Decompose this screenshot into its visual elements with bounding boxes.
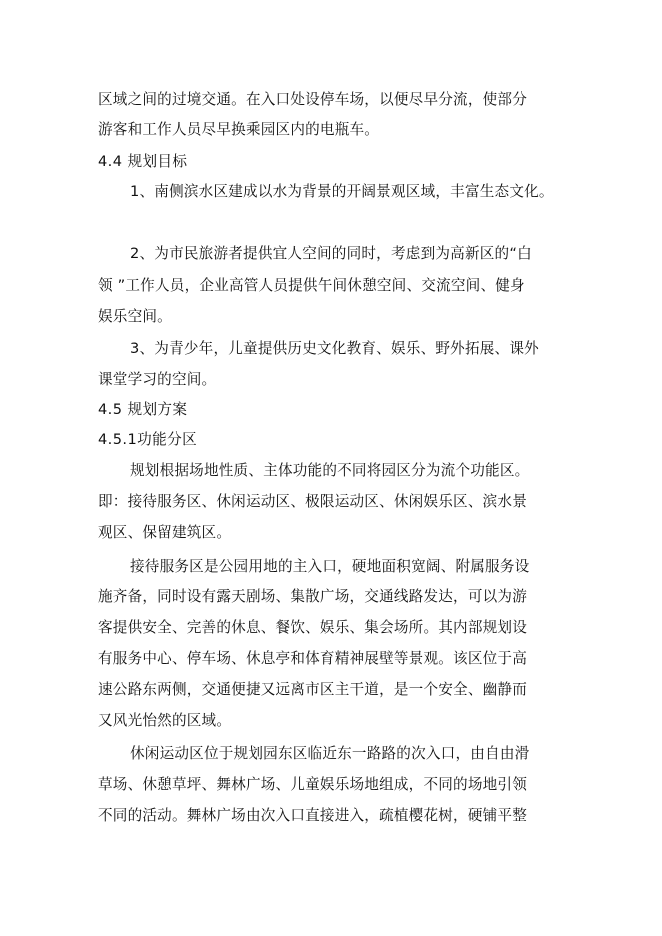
paragraph-line: 休闲运动区位于规划园东区临近东一路路的次入口，由自由滑 bbox=[130, 745, 530, 762]
paragraph-line: 区域之间的过境交通。在入口处设停车场，以便尽早分流，使部分 bbox=[98, 91, 528, 108]
paragraph-line: 即：接待服务区、休闲运动区、极限运动区、休闲娱乐区、滨水景 bbox=[98, 493, 528, 510]
paragraph-line: 1、南侧滨水区建成以水为背景的开阔景观区域，丰富生态文化。 bbox=[130, 183, 554, 200]
paragraph-line: 课堂学习的空间。 bbox=[98, 371, 217, 388]
paragraph-line: 又风光怡然的区域。 bbox=[98, 712, 232, 729]
paragraph-line: 领 ”工作人员，企业高管人员提供午间休憩空间、交流空间、健身 bbox=[98, 277, 525, 294]
paragraph-line: 速公路东两侧，交通便捷又远离市区主干道，是一个安全、幽静而 bbox=[98, 681, 528, 698]
paragraph-line: 有服务中心、停车场、休息亭和体育精神展壁等景观。该区位于高 bbox=[98, 650, 528, 667]
paragraph-line: 观区、保留建筑区。 bbox=[98, 524, 232, 541]
section-heading-4-5: 4.5 规划方案 bbox=[98, 401, 188, 418]
paragraph-line: 3、为青少年，儿童提供历史文化教育、娱乐、野外拓展、课外 bbox=[130, 340, 539, 357]
section-heading-4-4: 4.4 规划目标 bbox=[98, 153, 188, 170]
paragraph-line: 2、为市民旅游者提供宜人空间的同时，考虑到为高新区的“白 bbox=[130, 245, 532, 262]
paragraph-line: 规划根据场地性质、主体功能的不同将园区分为流个功能区。 bbox=[130, 462, 530, 479]
paragraph-line: 客提供安全、完善的休息、餐饮、娱乐、集会场所。其内部规划设 bbox=[98, 619, 528, 636]
subsection-heading-4-5-1: 4.5.1功能分区 bbox=[98, 431, 198, 448]
paragraph-line: 接待服务区是公园用地的主入口，硬地面积宽阔、附属服务设 bbox=[130, 558, 530, 575]
paragraph-line: 游客和工作人员尽早换乘园区内的电瓶车。 bbox=[98, 121, 380, 138]
paragraph-line: 草场、休憩草坪、舞林广场、儿童娱乐场地组成，不同的场地引领 bbox=[98, 776, 528, 793]
paragraph-line: 不同的活动。舞林广场由次入口直接进入，疏植樱花树，硬铺平整 bbox=[98, 807, 528, 824]
paragraph-line: 娱乐空间。 bbox=[98, 308, 172, 325]
paragraph-line: 施齐备，同时设有露天剧场、集散广场，交通线路发达，可以为游 bbox=[98, 588, 528, 605]
